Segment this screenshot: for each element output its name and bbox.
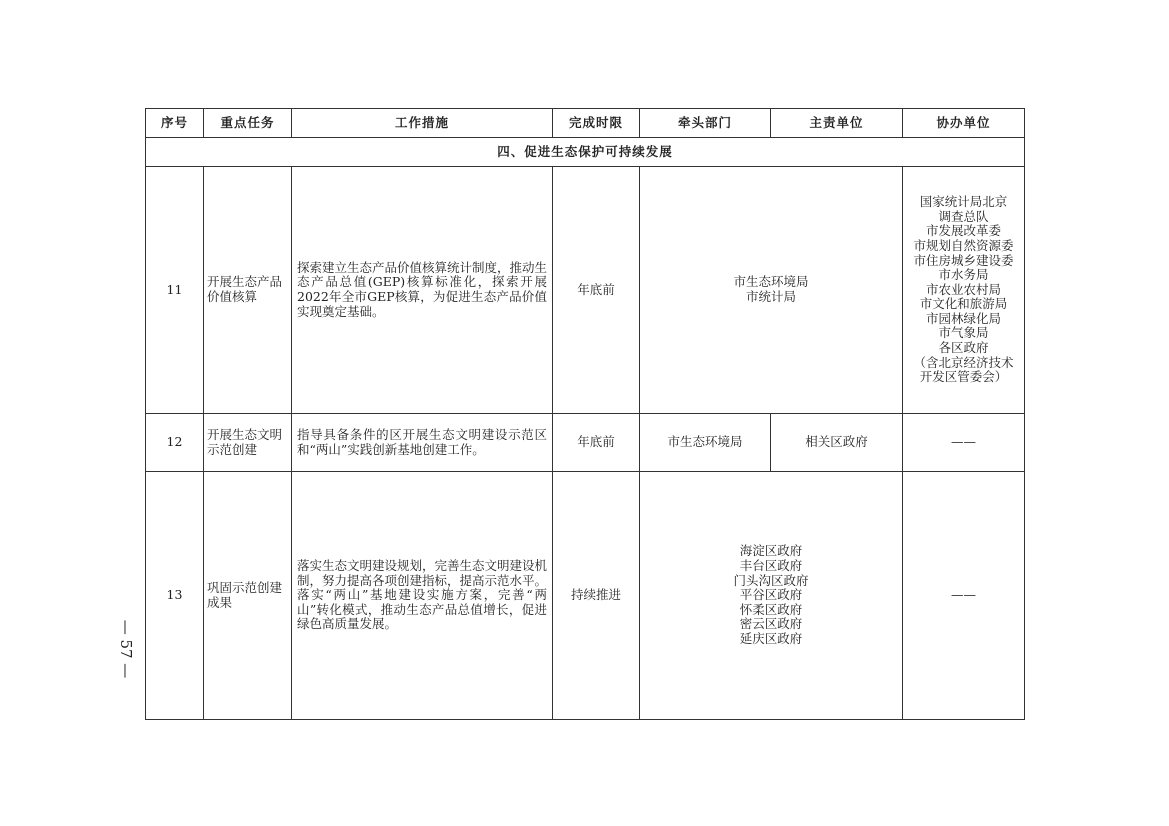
header-cell: 工作措施 xyxy=(292,109,553,138)
lead-cell: 海淀区政府 丰台区政府 门头沟区政府 平谷区政府 怀柔区政府 密云区政府 延庆区政府 xyxy=(640,472,903,720)
header-cell: 主责单位 xyxy=(771,109,903,138)
table-row xyxy=(146,472,1025,720)
table-row xyxy=(146,167,1025,414)
section-row xyxy=(146,138,1025,167)
measure-cell: 探索建立生态产品价值核算统计制度，推动生态产品总值(GEP)核算标准化，探索开展2022年全市GEP核算，为促进生态产品价值实现奠定基础。 xyxy=(292,167,553,414)
measure-cell: 指导具备条件的区开展生态文明建设示范区和“两山”实践创新基地创建工作。 xyxy=(292,414,553,472)
deadline-cell: 年底前 xyxy=(553,167,640,414)
task-table xyxy=(145,108,1025,720)
task-cell: 开展生态产品价值核算 xyxy=(204,167,292,414)
page-number: — 57 — xyxy=(117,619,135,679)
assist-cell: 国家统计局北京 调查总队 市发展改革委 市规划自然资源委 市住房城乡建设委 市水务局 市农业农村局 市文化和旅游局 市园林绿化局 市气象局 各区政府 （含北京经济技术 开发区管委会） xyxy=(903,167,1025,414)
header-cell: 序号 xyxy=(146,109,204,138)
measure-cell: 落实生态文明建设规划，完善生态文明建设机制，努力提高各项创建指标，提高示范水平。落实“两山”基地建设实施方案，完善“两山”转化模式，推动生态产品总值增长，促进绿色高质量发展。 xyxy=(292,472,553,720)
row-number: 11 xyxy=(146,167,204,414)
deadline-cell: 持续推进 xyxy=(553,472,640,720)
lead-cell: 市生态环境局 市统计局 xyxy=(640,167,903,414)
assist-cell: —— xyxy=(903,472,1025,720)
deadline-cell: 年底前 xyxy=(553,414,640,472)
header-cell: 完成时限 xyxy=(553,109,640,138)
section-title: 四、促进生态保护可持续发展 xyxy=(146,138,1025,167)
header-cell: 协办单位 xyxy=(903,109,1025,138)
header-cell: 牵头部门 xyxy=(640,109,771,138)
task-cell: 巩固示范创建成果 xyxy=(204,472,292,720)
row-number: 12 xyxy=(146,414,204,472)
table-header-row xyxy=(146,109,1025,138)
header-cell: 重点任务 xyxy=(204,109,292,138)
lead-cell: 市生态环境局 xyxy=(640,414,771,472)
table-row xyxy=(146,414,1025,472)
main-cell: 相关区政府 xyxy=(771,414,903,472)
task-cell: 开展生态文明示范创建 xyxy=(204,414,292,472)
assist-cell: —— xyxy=(903,414,1025,472)
row-number: 13 xyxy=(146,472,204,720)
